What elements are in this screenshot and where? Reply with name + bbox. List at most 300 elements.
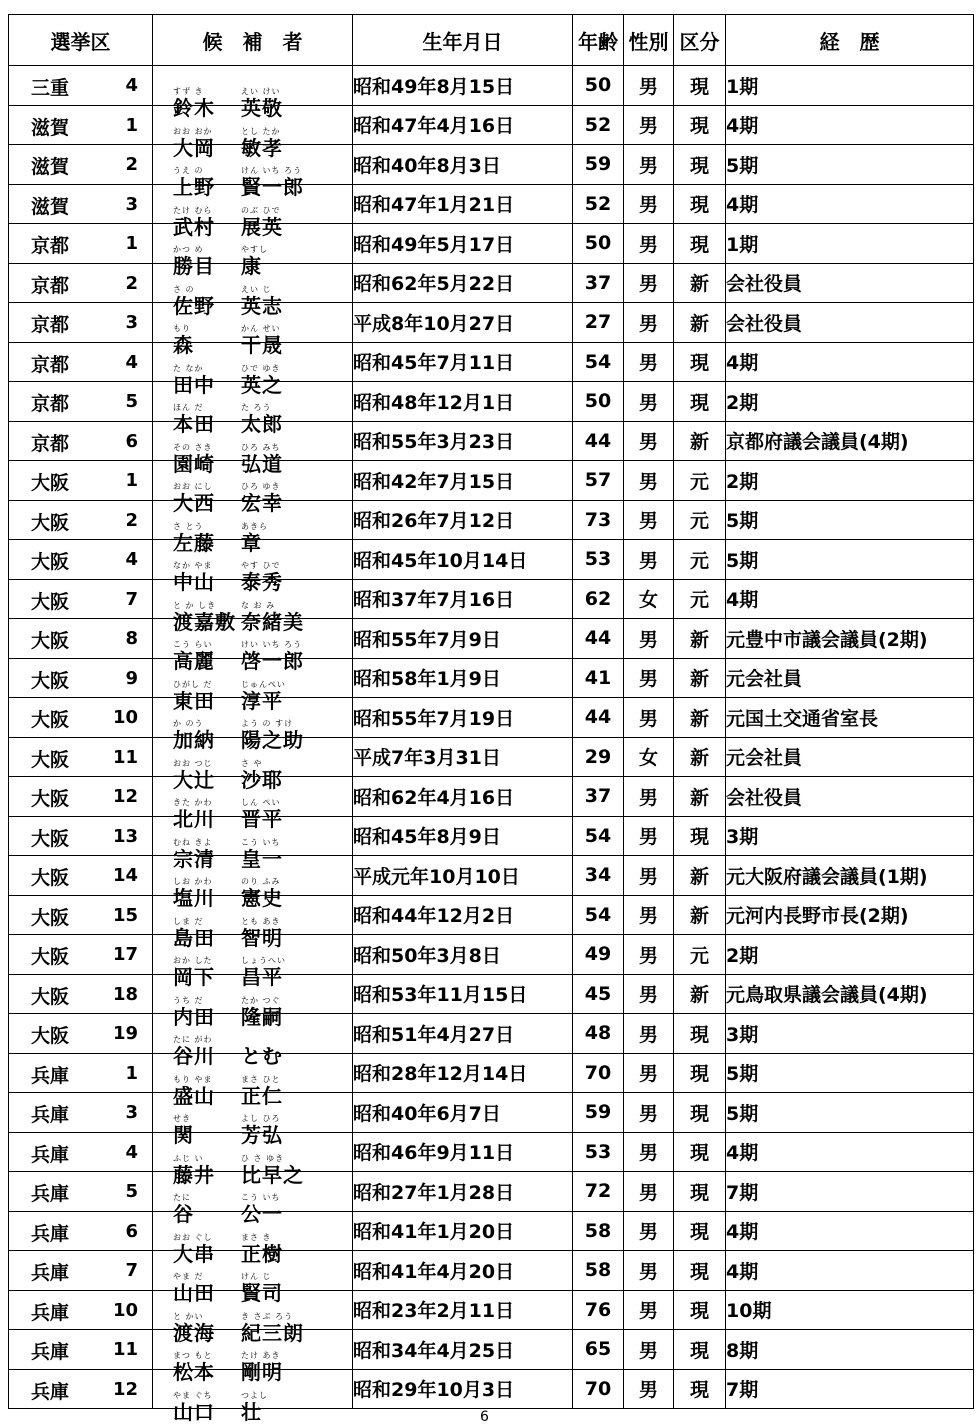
family-name-kanji: 山田 <box>173 1281 215 1306</box>
candidate-name-cell <box>153 974 353 1029</box>
candidate-name-cell <box>153 935 353 990</box>
given-name-kanji: 隆嗣 <box>241 1004 283 1029</box>
career: 2期 <box>726 461 974 501</box>
career: 元会社員 <box>726 737 974 777</box>
sex: 男 <box>624 816 674 856</box>
given-name-furigana: とし たか <box>241 126 281 136</box>
given-name-kanji: 啓一郎 <box>241 649 304 674</box>
table-row <box>9 421 974 461</box>
category: 現 <box>674 224 726 264</box>
district-cell <box>9 500 153 540</box>
family-name-furigana: むね きよ <box>173 837 213 847</box>
prefecture: 大阪 <box>31 827 70 850</box>
given-name-furigana: のぶ ひで <box>241 205 281 215</box>
birth-date: 昭和34年4月25日 <box>353 1330 573 1370</box>
prefecture: 京都 <box>31 393 70 415</box>
category: 新 <box>674 895 726 935</box>
given-name-furigana: とも あき <box>241 916 281 926</box>
category: 元 <box>674 579 726 619</box>
family-name-kanji: 大辻 <box>173 767 215 792</box>
family-name-furigana: ほん だ <box>173 403 204 413</box>
district-cell <box>9 303 153 343</box>
birth-date: 昭和45年10月14日 <box>353 540 573 580</box>
given-name-kanji: 干晟 <box>241 333 283 358</box>
age: 37 <box>573 263 624 303</box>
district-cell <box>9 935 153 975</box>
district-cell <box>9 540 153 580</box>
candidate-name-cell <box>153 66 353 121</box>
district-cell <box>9 263 153 303</box>
career: 会社役員 <box>726 263 974 303</box>
district-cell <box>9 1093 153 1133</box>
prefecture: 大阪 <box>31 946 70 968</box>
family-name-furigana: たけ むら <box>173 205 213 215</box>
family-name-furigana: うち だ <box>173 995 204 1005</box>
given-name-kanji: 淳平 <box>241 688 283 713</box>
district-cell <box>9 698 153 738</box>
family-name-furigana: せき <box>173 1114 191 1124</box>
career: 4期 <box>726 342 974 382</box>
family-name-kanji: 島田 <box>173 925 215 950</box>
family-name-furigana: こう らい <box>173 640 213 650</box>
age: 54 <box>573 895 624 935</box>
candidate-name-cell <box>153 342 353 397</box>
career: 1期 <box>726 224 974 264</box>
given-name-kanji: 弘道 <box>241 451 283 476</box>
given-name-kanji: 泰秀 <box>241 570 283 595</box>
age: 50 <box>573 224 624 264</box>
category: 現 <box>674 1172 726 1212</box>
header-candidate: 候 補 者 <box>153 15 353 66</box>
prefecture: 大阪 <box>31 511 70 534</box>
family-name-furigana: その さき <box>173 442 213 452</box>
table-body <box>9 66 974 1424</box>
birth-date: 昭和62年5月22日 <box>353 263 573 303</box>
given-name-furigana: さ や <box>241 758 263 768</box>
district-cell <box>9 461 153 501</box>
birth-date: 昭和51年4月27日 <box>353 1014 573 1054</box>
given-name-furigana: けん いち ろう <box>241 166 303 176</box>
candidate-name-cell <box>153 461 353 516</box>
birth-date: 昭和40年6月7日 <box>353 1093 573 1133</box>
family-name-kanji: 本田 <box>173 412 215 437</box>
career: 4期 <box>726 184 974 224</box>
table-row <box>9 1093 974 1133</box>
prefecture: 大阪 <box>31 906 70 929</box>
category: 現 <box>674 105 726 145</box>
district-number: 3 <box>125 1102 138 1123</box>
birth-date: 昭和45年8月9日 <box>353 816 573 856</box>
given-name-furigana: まさ き <box>241 1232 272 1242</box>
birth-date: 昭和55年3月23日 <box>353 421 573 461</box>
district-number: 4 <box>125 75 138 96</box>
candidate-name-cell <box>153 856 353 911</box>
district-number: 1 <box>125 233 138 254</box>
sex: 男 <box>624 66 674 106</box>
given-name-kanji: 皇一 <box>241 846 283 871</box>
prefecture: 大阪 <box>31 709 70 731</box>
sex: 男 <box>624 1369 674 1409</box>
birth-date: 昭和42年7月15日 <box>353 461 573 501</box>
family-name-kanji: 武村 <box>173 214 215 239</box>
given-name-furigana: えい じ <box>241 284 272 294</box>
table-row <box>9 224 974 264</box>
given-name-kanji: 紀三朗 <box>241 1320 304 1345</box>
sex: 男 <box>624 1290 674 1330</box>
career: 4期 <box>726 579 974 619</box>
birth-date: 昭和47年4月16日 <box>353 105 573 145</box>
district-cell <box>9 105 153 145</box>
age: 59 <box>573 145 624 185</box>
given-name-furigana: まさ ひと <box>241 1074 281 1084</box>
career: 2期 <box>726 935 974 975</box>
table-row <box>9 1172 974 1212</box>
table-row <box>9 1251 974 1291</box>
family-name-furigana: さ の <box>173 284 195 294</box>
family-name-furigana: おお ぐし <box>173 1232 213 1242</box>
given-name-furigana: な お み <box>241 600 276 610</box>
candidate-name-cell <box>153 895 353 950</box>
candidate-name-cell <box>153 1290 353 1345</box>
prefecture: 大阪 <box>31 669 70 692</box>
sex: 男 <box>624 1211 674 1251</box>
header-district: 選挙区 <box>9 15 153 66</box>
family-name-kanji: 田中 <box>173 372 215 397</box>
family-name-furigana: しま だ <box>173 916 204 926</box>
prefecture: 大阪 <box>31 748 70 771</box>
family-name-furigana: おか した <box>173 956 213 966</box>
given-name-furigana: しん ぺい <box>241 798 281 808</box>
career: 元会社員 <box>726 658 974 698</box>
family-name-kanji: 谷 <box>173 1202 194 1227</box>
district-number: 4 <box>125 1141 138 1163</box>
candidate-name-cell <box>153 1132 353 1187</box>
sex: 男 <box>624 1172 674 1212</box>
table-row <box>9 500 974 540</box>
family-name-furigana: さ とう <box>173 521 204 531</box>
district-cell <box>9 421 153 461</box>
prefecture: 京都 <box>31 314 70 336</box>
given-name-furigana: ひろ みち <box>241 442 281 452</box>
candidate-name-cell <box>153 579 353 634</box>
family-name-kanji: 盛山 <box>173 1083 215 1108</box>
family-name-furigana: と かい <box>173 1311 204 1321</box>
category: 現 <box>674 1093 726 1133</box>
sex: 男 <box>624 105 674 145</box>
district-number: 13 <box>112 825 138 847</box>
sex: 男 <box>624 935 674 975</box>
district-number: 2 <box>125 509 138 531</box>
district-cell <box>9 224 153 264</box>
table-row <box>9 1053 974 1093</box>
table-row <box>9 698 974 738</box>
table-row <box>9 777 974 817</box>
age: 37 <box>573 777 624 817</box>
family-name-kanji: 北川 <box>173 807 215 832</box>
category: 現 <box>674 1053 726 1093</box>
given-name-kanji: 公一 <box>241 1202 283 1227</box>
given-name-furigana: ひで ゆき <box>241 363 281 373</box>
candidate-name-cell <box>153 1330 353 1385</box>
birth-date: 昭和28年12月14日 <box>353 1053 573 1093</box>
header-category: 区分 <box>674 15 726 66</box>
prefecture: 京都 <box>31 432 70 455</box>
birth-date: 昭和26年7月12日 <box>353 500 573 540</box>
prefecture: 京都 <box>31 353 70 376</box>
age: 50 <box>573 66 624 106</box>
district-number: 4 <box>125 351 138 373</box>
candidate-name-cell <box>153 382 353 437</box>
category: 元 <box>674 935 726 975</box>
prefecture: 大阪 <box>31 867 70 889</box>
table-row <box>9 1290 974 1330</box>
age: 54 <box>573 342 624 382</box>
given-name-kanji: 賢一郎 <box>241 175 304 200</box>
career: 5期 <box>726 1093 974 1133</box>
candidate-name-cell <box>153 737 353 792</box>
career: 元国土交通省室長 <box>726 698 974 738</box>
family-name-furigana: もり やま <box>173 1074 213 1084</box>
district-cell <box>9 737 153 777</box>
candidate-name-cell <box>153 540 353 595</box>
sex: 男 <box>624 540 674 580</box>
given-name-kanji: 章 <box>241 530 262 555</box>
family-name-kanji: 宗清 <box>173 846 215 871</box>
prefecture: 兵庫 <box>31 1104 70 1126</box>
table-row <box>9 1132 974 1172</box>
career: 1期 <box>726 66 974 106</box>
candidate-name-cell <box>153 145 353 200</box>
family-name-kanji: 園崎 <box>173 451 215 476</box>
district-number: 7 <box>125 1260 138 1281</box>
table-row <box>9 816 974 856</box>
district-cell <box>9 895 153 935</box>
given-name-kanji: 昌平 <box>241 965 283 990</box>
prefecture: 兵庫 <box>31 1064 70 1087</box>
table-row <box>9 895 974 935</box>
district-number: 18 <box>112 983 138 1005</box>
prefecture: 京都 <box>31 274 70 297</box>
district-cell <box>9 145 153 185</box>
district-cell <box>9 1369 153 1409</box>
given-name-kanji: 英之 <box>241 372 283 397</box>
career: 元鳥取県議会議員(4期) <box>726 974 974 1014</box>
table-row <box>9 856 974 896</box>
family-name-furigana: まつ もと <box>173 1351 213 1361</box>
district-cell <box>9 184 153 224</box>
category: 現 <box>674 1251 726 1291</box>
candidate-name-cell <box>153 1014 353 1069</box>
given-name-kanji: 康 <box>241 254 262 279</box>
sex: 男 <box>624 461 674 501</box>
district-number: 3 <box>125 193 138 215</box>
birth-date: 昭和49年8月15日 <box>353 66 573 106</box>
family-name-kanji: 内田 <box>173 1004 215 1029</box>
category: 新 <box>674 619 726 659</box>
sex: 男 <box>624 184 674 224</box>
district-number: 4 <box>125 549 138 570</box>
age: 76 <box>573 1290 624 1330</box>
family-name-kanji: 勝目 <box>173 254 215 279</box>
district-number: 10 <box>112 1299 138 1321</box>
birth-date: 平成7年3月31日 <box>353 737 573 777</box>
district-number: 1 <box>125 114 138 136</box>
sex: 女 <box>624 579 674 619</box>
category: 新 <box>674 421 726 461</box>
birth-date: 昭和55年7月19日 <box>353 698 573 738</box>
given-name-kanji: 賢司 <box>241 1281 283 1306</box>
family-name-kanji: 大岡 <box>173 135 215 160</box>
category: 新 <box>674 974 726 1014</box>
family-name-kanji: 渡嘉敷 <box>173 609 236 634</box>
career: 5期 <box>726 1053 974 1093</box>
header-sex: 性別 <box>624 15 674 66</box>
district-cell <box>9 1014 153 1054</box>
family-name-furigana: おお おか <box>173 126 213 136</box>
category: 現 <box>674 1369 726 1409</box>
header-career: 経 歴 <box>726 15 974 66</box>
given-name-kanji: 智明 <box>241 925 283 950</box>
career: 7期 <box>726 1172 974 1212</box>
given-name-kanji: とむ <box>241 1044 283 1069</box>
district-cell <box>9 1290 153 1330</box>
career: 4期 <box>726 1132 974 1172</box>
career: 会社役員 <box>726 303 974 343</box>
family-name <box>173 1389 215 1424</box>
family-name-furigana: たに がわ <box>173 1035 213 1045</box>
district-cell <box>9 342 153 382</box>
age: 52 <box>573 105 624 145</box>
candidate-name-cell <box>153 698 353 753</box>
family-name-furigana: やま ぐち <box>173 1390 213 1400</box>
family-name-kanji: 佐野 <box>173 293 215 318</box>
family-name-kanji: 藤井 <box>173 1162 215 1187</box>
given-name-furigana: たけ あき <box>241 1351 281 1361</box>
age: 34 <box>573 856 624 896</box>
birth-date: 昭和47年1月21日 <box>353 184 573 224</box>
category: 現 <box>674 1014 726 1054</box>
family-name-kanji: 岡下 <box>173 965 215 990</box>
table-row <box>9 1014 974 1054</box>
candidate-name-cell <box>153 816 353 871</box>
age: 70 <box>573 1053 624 1093</box>
birth-date: 昭和44年12月2日 <box>353 895 573 935</box>
table-row <box>9 737 974 777</box>
prefecture: 兵庫 <box>31 1222 70 1245</box>
age: 58 <box>573 1251 624 1291</box>
given-name-kanji: 剛明 <box>241 1360 283 1385</box>
district-cell <box>9 816 153 856</box>
prefecture: 兵庫 <box>31 1301 70 1324</box>
candidate-name-cell <box>153 105 353 160</box>
family-name-furigana: たに <box>173 1193 191 1203</box>
age: 62 <box>573 579 624 619</box>
category: 現 <box>674 1132 726 1172</box>
district-number: 5 <box>125 1181 138 1202</box>
age: 70 <box>573 1369 624 1409</box>
family-name-furigana: うえ の <box>173 166 204 176</box>
family-name-kanji: 山口 <box>173 1399 215 1424</box>
district-number: 7 <box>125 588 138 610</box>
given-name-furigana: つよし <box>241 1390 268 1400</box>
given-name-furigana: けい いち ろう <box>241 640 303 650</box>
career: 2期 <box>726 382 974 422</box>
table-row <box>9 461 974 501</box>
candidate-name-cell <box>153 1093 353 1148</box>
family-name-kanji: 左藤 <box>173 530 215 555</box>
category: 現 <box>674 816 726 856</box>
table-row <box>9 1369 974 1409</box>
category: 元 <box>674 500 726 540</box>
family-name-furigana: おお にし <box>173 482 213 492</box>
table-row <box>9 66 974 106</box>
candidate-name-cell <box>153 619 353 674</box>
family-name-kanji: 大串 <box>173 1241 215 1266</box>
family-name-kanji: 加納 <box>173 728 215 753</box>
birth-date: 昭和27年1月28日 <box>353 1172 573 1212</box>
category: 現 <box>674 342 726 382</box>
candidate-name-cell <box>153 224 353 279</box>
given-name-kanji: 敏孝 <box>241 135 283 160</box>
prefecture: 兵庫 <box>31 1143 70 1166</box>
district-cell <box>9 1330 153 1370</box>
family-name-furigana: やま だ <box>173 1272 204 1282</box>
family-name-furigana: ふじ い <box>173 1153 204 1163</box>
prefecture: 三重 <box>31 77 70 99</box>
district-cell <box>9 579 153 619</box>
candidate-table <box>8 14 974 1424</box>
candidate-name-cell <box>153 1369 353 1424</box>
table-row <box>9 184 974 224</box>
age: 44 <box>573 698 624 738</box>
district-number: 17 <box>112 944 138 965</box>
career: 3期 <box>726 1014 974 1054</box>
birth-date: 昭和58年1月9日 <box>353 658 573 698</box>
birth-date: 昭和37年7月16日 <box>353 579 573 619</box>
table-row <box>9 342 974 382</box>
category: 新 <box>674 263 726 303</box>
district-cell <box>9 658 153 698</box>
prefecture: 兵庫 <box>31 1183 70 1205</box>
table-row <box>9 382 974 422</box>
age: 50 <box>573 382 624 422</box>
table-row <box>9 263 974 303</box>
given-name-kanji: 憲史 <box>241 886 283 911</box>
district-number: 6 <box>125 430 138 452</box>
district-number: 11 <box>112 746 138 768</box>
age: 29 <box>573 737 624 777</box>
table-row <box>9 1330 974 1370</box>
prefecture: 大阪 <box>31 985 70 1008</box>
family-name-kanji: 中山 <box>173 570 215 595</box>
table-row <box>9 145 974 185</box>
birth-date: 昭和48年12月1日 <box>353 382 573 422</box>
career: 3期 <box>726 816 974 856</box>
career: 5期 <box>726 500 974 540</box>
district-number: 14 <box>112 865 138 886</box>
district-number: 1 <box>125 1062 138 1084</box>
family-name-furigana: きた かわ <box>173 798 213 808</box>
sex: 男 <box>624 382 674 422</box>
birth-date: 昭和41年4月20日 <box>353 1251 573 1291</box>
header-dob: 生年月日 <box>353 15 573 66</box>
sex: 女 <box>624 737 674 777</box>
sex: 男 <box>624 342 674 382</box>
category: 現 <box>674 184 726 224</box>
age: 58 <box>573 1211 624 1251</box>
table-row <box>9 540 974 580</box>
family-name-furigana: と か しき <box>173 600 217 610</box>
